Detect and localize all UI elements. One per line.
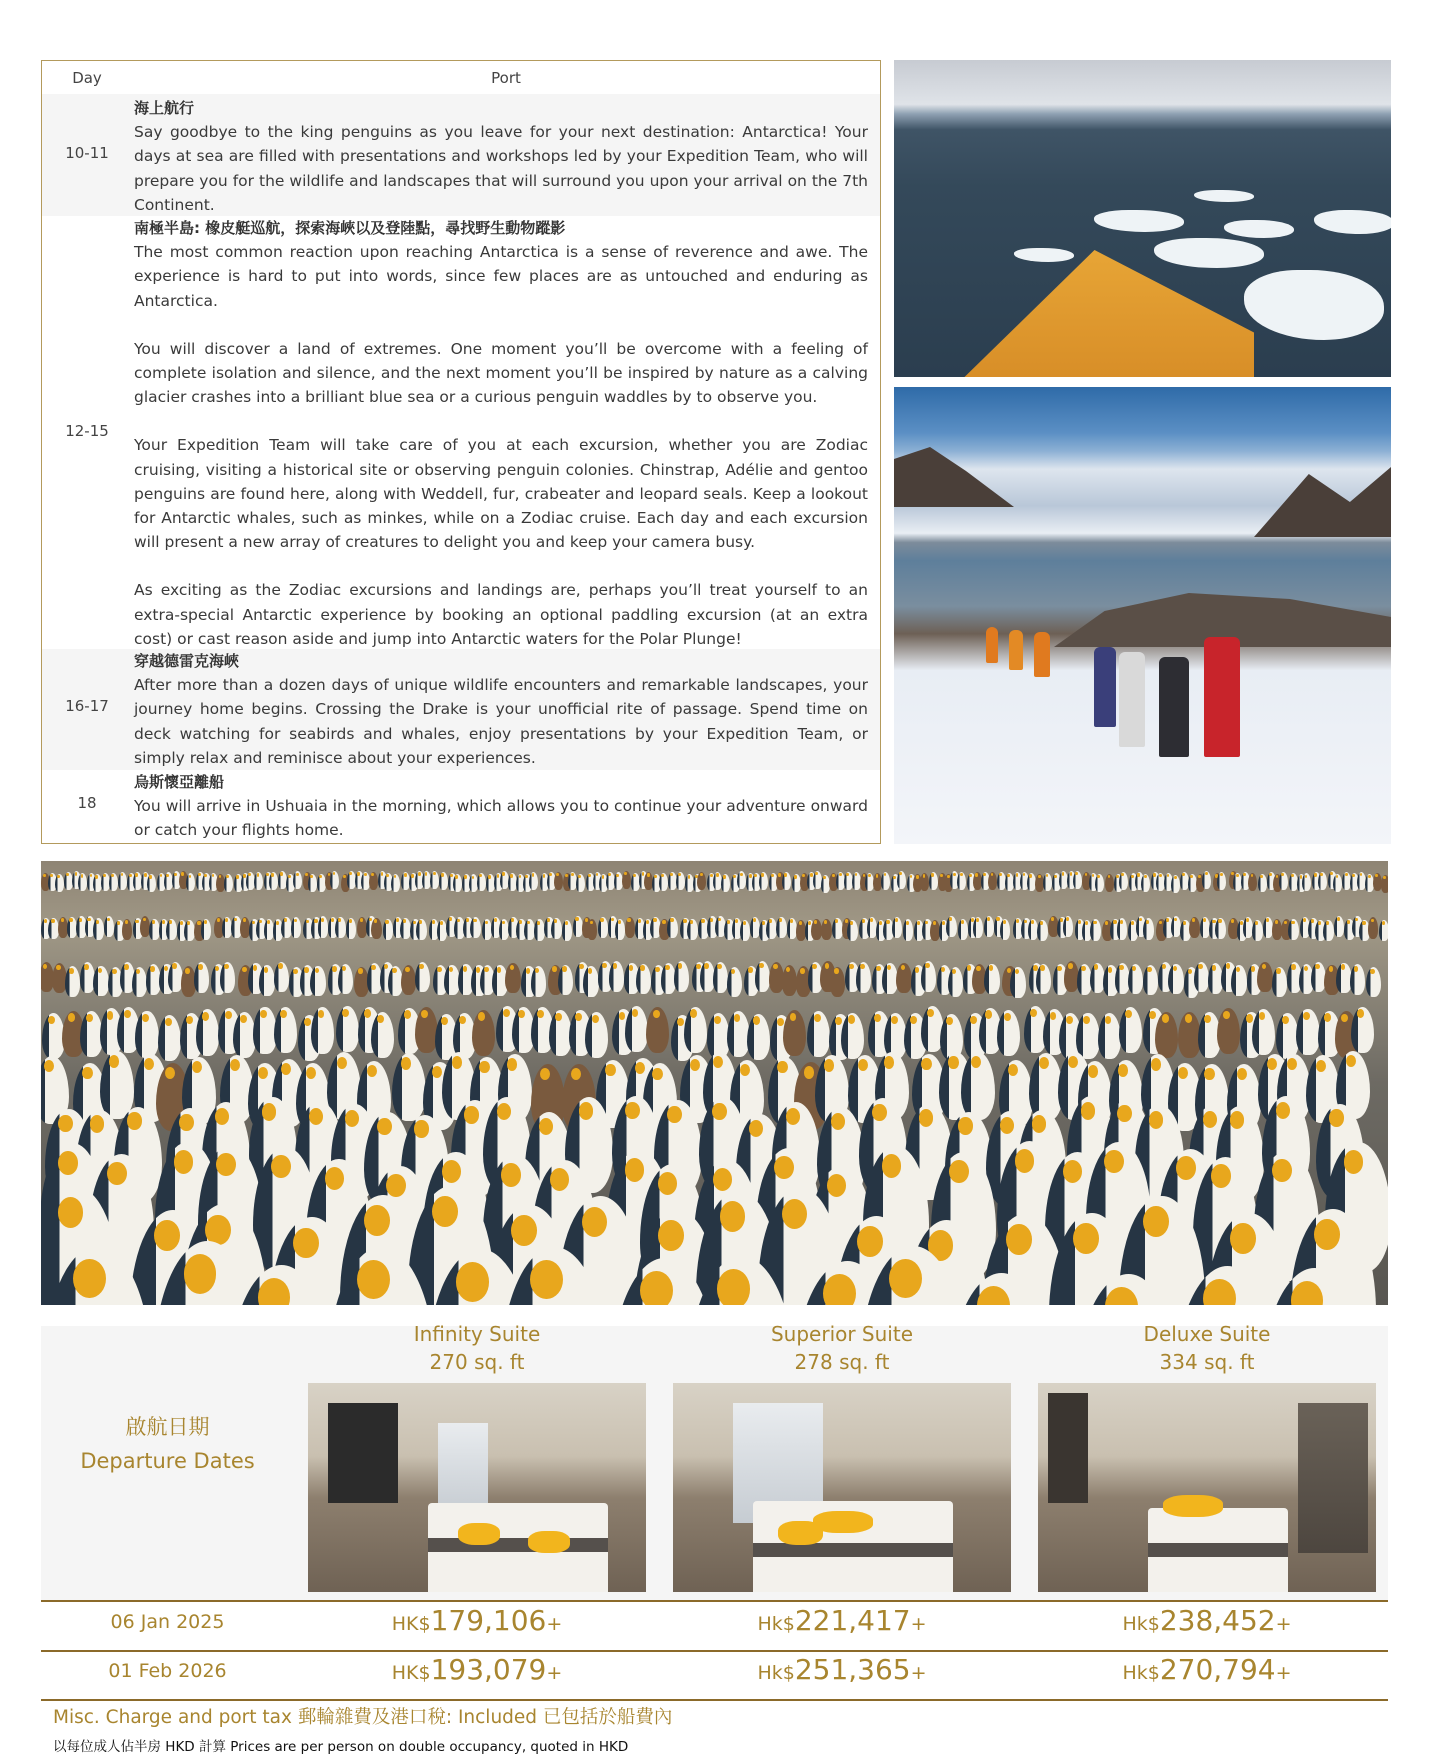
penguin-shape <box>1272 967 1287 998</box>
row-day: 10-11 <box>65 144 109 162</box>
penguin-shape <box>274 1007 297 1053</box>
penguin-shape <box>1351 1007 1374 1053</box>
penguin-shape <box>896 963 911 994</box>
penguin-shape <box>1043 873 1052 891</box>
penguin-shape <box>1073 871 1082 889</box>
price-row-divider <box>41 1650 1388 1652</box>
penguin-shape <box>254 872 263 890</box>
penguin-shape <box>615 919 626 940</box>
suite-superior-title <box>673 1320 1011 1376</box>
penguin-shape <box>132 967 147 998</box>
infinity-suite-photo <box>308 1383 646 1592</box>
penguin-shape <box>997 1010 1020 1056</box>
penguin-shape <box>310 966 325 997</box>
penguin-shape <box>1095 874 1104 892</box>
price-amount: 179,106 <box>430 1604 547 1637</box>
header-day: Day <box>72 69 102 87</box>
itinerary-table <box>41 60 881 844</box>
penguin-shape <box>311 1007 334 1053</box>
penguin-shape <box>453 874 462 892</box>
penguin-shape <box>416 919 427 940</box>
departure-label-zh: 啟航日期 <box>125 1415 210 1439</box>
price-suffix: + <box>910 1613 927 1635</box>
penguin-shape <box>782 965 797 996</box>
penguin-shape <box>392 1053 426 1121</box>
penguin-shape <box>65 966 80 997</box>
penguin-shape <box>1155 1012 1178 1058</box>
suite-deluxe-title <box>1038 1320 1376 1376</box>
penguin-shape <box>1350 964 1365 995</box>
penguin-shape <box>576 874 585 892</box>
penguin-shape <box>1119 872 1128 890</box>
price-amount: 270,794 <box>1159 1653 1276 1686</box>
penguin-shape <box>104 916 115 937</box>
penguin-shape <box>109 873 118 891</box>
penguin-shape <box>118 872 127 890</box>
price-cell <box>308 1653 646 1686</box>
row-title: 海上航行 <box>134 99 195 117</box>
penguin-shape <box>186 873 195 891</box>
penguin-shape <box>1010 967 1025 998</box>
penguin-shape <box>1128 964 1143 995</box>
price-suffix: + <box>910 1662 927 1684</box>
penguin-shape <box>1189 917 1200 938</box>
penguin-shape <box>293 871 302 889</box>
penguin-shape <box>1090 919 1101 940</box>
penguin-shape <box>371 1012 394 1058</box>
penguin-shape <box>882 963 897 994</box>
row-paragraph: As exciting as the Zodiac excursions and landings are, perhaps you’ll treat yourself to an extra-special Antarctic experience by booking an optional paddling excursion (at an extra cost) or cast reason aside and jump into Antarctic waters for the Polar Plunge! <box>134 581 868 648</box>
penguin-shape <box>892 917 903 938</box>
row-body <box>134 96 868 217</box>
penguin-shape <box>587 919 598 940</box>
penguin-shape <box>554 872 563 890</box>
itinerary-row <box>42 94 880 216</box>
price-currency: HK$ <box>391 1613 431 1635</box>
penguin-shape <box>401 965 416 996</box>
penguin-shape <box>958 919 969 940</box>
penguin-shape <box>1258 874 1267 892</box>
penguin-shape <box>308 874 317 892</box>
departure-label-en: Departure Dates <box>80 1449 255 1473</box>
suite-infinity-title <box>308 1320 646 1376</box>
penguin-shape <box>807 1011 830 1057</box>
penguin-shape <box>1248 873 1257 891</box>
departure-date: 06 Jan 2025 <box>110 1611 225 1633</box>
penguin-shape <box>598 917 609 938</box>
penguin-shape <box>1117 918 1128 939</box>
penguin-shape <box>659 873 668 891</box>
penguin-shape <box>551 918 562 939</box>
penguin-shape <box>335 917 346 938</box>
penguin-shape <box>684 1007 707 1053</box>
departure-dates-label <box>41 1410 294 1478</box>
penguin-shape <box>1143 918 1154 939</box>
price-currency: HK$ <box>391 1662 431 1684</box>
penguin-shape <box>444 965 459 996</box>
penguin-shape <box>1215 918 1226 939</box>
penguin-shape <box>330 871 339 889</box>
itinerary-header <box>42 61 880 94</box>
penguin-shape <box>158 1015 181 1061</box>
penguin-shape <box>1202 871 1211 889</box>
antarctic-hikers-photo <box>894 387 1391 844</box>
penguin-shape <box>220 962 235 993</box>
penguin-shape <box>903 919 914 940</box>
price-cell <box>673 1653 1011 1686</box>
penguin-shape <box>318 916 329 937</box>
price-row-divider <box>41 1600 1388 1602</box>
penguin-shape <box>821 919 832 940</box>
penguin-shape <box>1119 1007 1142 1053</box>
penguin-shape <box>847 920 858 941</box>
penguin-shape <box>830 967 845 998</box>
penguin-shape <box>585 1012 608 1058</box>
penguin-shape <box>973 917 984 938</box>
penguin-shape <box>529 872 538 890</box>
penguin-shape <box>929 872 938 890</box>
price-basis-note: 以每位成人佔半房 HKD 計算 Prices are per person on double occupancy, quoted in HKD <box>53 1739 629 1755</box>
penguin-shape <box>338 964 353 995</box>
price-suffix: + <box>1275 1662 1292 1684</box>
penguin-shape <box>625 1006 648 1052</box>
price-suffix: + <box>1275 1613 1292 1635</box>
penguin-shape <box>766 918 777 939</box>
penguin-shape <box>369 872 378 890</box>
row-title: 南極半島: 橡皮艇巡航，探索海峽以及登陸點，尋找野生動物蹤影 <box>134 219 566 237</box>
penguin-shape <box>55 874 64 892</box>
penguin-shape <box>697 872 706 890</box>
penguin-shape <box>776 917 787 938</box>
penguin-shape <box>122 919 133 940</box>
penguin-shape <box>415 962 430 993</box>
penguin-shape <box>336 1006 359 1052</box>
penguin-shape <box>961 1052 995 1120</box>
penguin-shape <box>1379 920 1388 941</box>
row-paragraph: The most common reaction upon reaching Antarctica is a sense of reverence and awe. The experience is hard to put into words, since few places are as untouched and enduring as Antarctica. <box>134 243 868 310</box>
penguin-shape <box>841 1013 864 1059</box>
row-day: 16-17 <box>65 697 109 715</box>
penguin-shape <box>524 919 535 940</box>
penguin-shape <box>439 872 448 890</box>
price-cell <box>1038 1604 1376 1637</box>
penguin-shape <box>78 873 87 891</box>
penguin-shape <box>1168 964 1183 995</box>
penguin-shape <box>957 872 966 890</box>
row-paragraph: You will discover a land of extremes. One moment you’ll be overcome with a feeling of complete isolation and silence, and the next moment you’ll be inspired by nature as a calving glacier crashes into a brilliant blue sea or a curious penguin waddles by to observe you. <box>134 339 868 407</box>
departure-date: 01 Feb 2026 <box>108 1660 227 1682</box>
price-amount: 238,452 <box>1159 1604 1276 1637</box>
penguin-shape <box>291 917 302 938</box>
penguin-shape <box>1036 964 1051 995</box>
price-currency: Hk$ <box>1122 1662 1160 1684</box>
penguin-shape <box>1098 1013 1121 1059</box>
penguin-shape <box>897 871 906 889</box>
penguin-shape <box>477 873 486 891</box>
penguin-shape <box>184 920 195 941</box>
penguin-shape <box>93 966 108 997</box>
price-cell <box>308 1604 646 1637</box>
header-port: Port <box>491 69 521 87</box>
penguin-shape <box>1366 967 1381 998</box>
penguin-shape <box>1296 1009 1319 1055</box>
king-penguin-colony-photo <box>41 861 1388 1305</box>
penguin-shape <box>1076 1013 1099 1059</box>
row-paragraph: Your Expedition Team will take care of you at each excursion, whether you are Zodiac cruising, visiting a historical site or observing penguin colonies. Chinstrap, Adélie and gentoo penguins are found here, along with Weddell, fur, crabeater and leopard seals. Keep a lookout for Antarctic whales, such as minkes, while on a Zodiac cruise. Each day and each excursion will present a new array of creatures to delight you and keep your camera busy. <box>134 436 868 552</box>
penguin-shape <box>400 918 411 939</box>
row-day: 12-15 <box>65 422 109 440</box>
row-paragraph: You will arrive in Ushuaia in the morning, which allows you to continue your adventure onward or catch your flights home. <box>134 797 868 840</box>
penguin-shape <box>201 919 212 940</box>
row-title: 穿越德雷克海峽 <box>134 652 240 670</box>
penguin-shape <box>1252 920 1263 941</box>
penguin-shape <box>135 1011 158 1057</box>
penguin-shape <box>946 916 957 937</box>
penguin-shape <box>609 961 624 992</box>
penguin-shape <box>470 917 481 938</box>
itinerary-row <box>42 770 880 843</box>
penguin-shape <box>687 919 698 940</box>
penguin-shape <box>1276 1013 1299 1059</box>
price-amount: 251,365 <box>794 1653 911 1686</box>
row-paragraph: After more than a dozen days of unique wildlife encounters and remarkable landscapes, your journey home begins. Crossing the Drake is your unofficial rite of passage. Spend time on deck watching for seabirds and whales, enjoy presentations by your Expedition Team, or simply relax and reminisce about your experiences. <box>134 676 868 767</box>
penguin-shape <box>1381 875 1388 893</box>
penguin-shape <box>147 874 156 892</box>
price-currency: Hk$ <box>757 1662 795 1684</box>
price-suffix: + <box>546 1662 563 1684</box>
penguin-shape <box>674 961 689 992</box>
penguin-shape <box>646 1007 669 1053</box>
suite-size: 334 sq. ft <box>1159 1350 1255 1374</box>
price-row-divider <box>41 1699 1388 1701</box>
penguin-shape <box>505 963 520 994</box>
penguin-shape <box>984 964 999 995</box>
price-amount: 193,079 <box>430 1653 547 1686</box>
suite-name: Superior Suite <box>770 1322 914 1346</box>
penguin-shape <box>1302 873 1311 891</box>
suite-name: Deluxe Suite <box>1143 1322 1271 1346</box>
penguin-shape <box>747 1014 770 1060</box>
penguin-shape <box>856 962 871 993</box>
penguin-shape <box>622 871 631 889</box>
penguin-shape <box>274 962 289 993</box>
penguin-shape <box>1037 920 1048 941</box>
penguin-shape <box>346 918 357 939</box>
penguin-shape <box>194 962 209 993</box>
penguin-shape <box>921 961 936 992</box>
penguin-shape <box>269 872 278 890</box>
row-day: 18 <box>77 794 97 812</box>
penguin-shape <box>984 916 995 937</box>
penguin-shape <box>531 966 546 997</box>
penguin-shape <box>948 967 963 998</box>
row-body <box>134 770 868 843</box>
penguin-shape <box>1318 872 1327 890</box>
penguin-shape <box>1288 919 1299 940</box>
penguin-shape <box>881 872 890 890</box>
penguin-shape <box>920 873 929 891</box>
row-body <box>134 216 868 651</box>
superior-suite-photo <box>673 1383 1011 1592</box>
penguin-shape <box>676 872 685 890</box>
penguin-shape <box>1257 962 1272 993</box>
penguin-shape <box>472 1010 495 1056</box>
penguin-shape <box>562 920 573 941</box>
suite-name: Infinity Suite <box>413 1322 541 1346</box>
ship-bow-ice-photo <box>894 60 1391 377</box>
penguin-shape <box>391 874 400 892</box>
penguin-shape <box>259 965 274 996</box>
penguin-shape <box>1333 874 1342 892</box>
penguin-shape <box>759 872 768 890</box>
penguin-shape <box>727 967 742 998</box>
penguin-shape <box>625 917 636 938</box>
penguin-shape <box>1252 1009 1275 1055</box>
penguin-shape <box>1231 965 1246 996</box>
penguin-shape <box>1000 919 1011 940</box>
price-cell <box>673 1604 1011 1637</box>
penguin-shape <box>371 918 382 939</box>
penguin-shape <box>988 872 997 890</box>
penguin-shape <box>383 919 394 940</box>
penguin-shape <box>196 1009 219 1055</box>
price-currency: Hk$ <box>1122 1613 1160 1635</box>
penguin-shape <box>1334 916 1345 937</box>
penguin-shape <box>100 1051 134 1119</box>
penguin-shape <box>93 918 104 939</box>
penguin-shape <box>1323 920 1334 941</box>
price-cell <box>1038 1653 1376 1686</box>
price-suffix: + <box>546 1613 563 1635</box>
suite-size: 278 sq. ft <box>794 1350 890 1374</box>
penguin-shape <box>1279 872 1288 890</box>
suite-size: 270 sq. ft <box>429 1350 525 1374</box>
penguin-shape <box>166 919 177 940</box>
row-title: 烏斯懷亞離船 <box>134 773 225 791</box>
penguin-shape <box>1105 874 1114 892</box>
misc-charge-note: Misc. Charge and port tax 郵輪雜費及港口稅: Included 已包括於船費內 <box>53 1707 673 1728</box>
penguin-shape <box>636 964 651 995</box>
penguin-shape <box>583 966 598 997</box>
row-body <box>134 649 868 770</box>
price-currency: Hk$ <box>757 1613 795 1635</box>
penguin-shape <box>782 872 791 890</box>
penguin-shape <box>667 917 678 938</box>
penguin-shape <box>558 965 573 996</box>
penguin-shape <box>224 874 233 892</box>
penguin-shape <box>1368 917 1379 938</box>
penguin-shape <box>740 920 751 941</box>
penguin-shape <box>1217 872 1226 890</box>
price-amount: 221,417 <box>794 1604 911 1637</box>
penguin-shape <box>721 874 730 892</box>
itinerary-row <box>42 649 880 770</box>
penguin-shape <box>1194 962 1209 993</box>
penguin-shape <box>783 1010 806 1056</box>
penguin-shape <box>755 961 770 992</box>
penguin-shape <box>737 871 746 889</box>
penguin-shape <box>1141 874 1150 892</box>
row-paragraph: Say goodbye to the king penguins as you leave for your next destination: Antarctica! Your days at sea are filled with presentations and workshops led by your Expedition Team, who will prepare you for the wildlife and landscapes that will surround you upon your arrival on the 7th Continent. <box>134 123 868 214</box>
penguin-shape <box>713 962 728 993</box>
deluxe-suite-photo <box>1038 1383 1376 1592</box>
penguin-shape <box>1143 965 1158 996</box>
itinerary-row <box>42 216 880 649</box>
penguin-shape <box>1217 1008 1240 1054</box>
penguin-shape <box>1063 916 1074 937</box>
